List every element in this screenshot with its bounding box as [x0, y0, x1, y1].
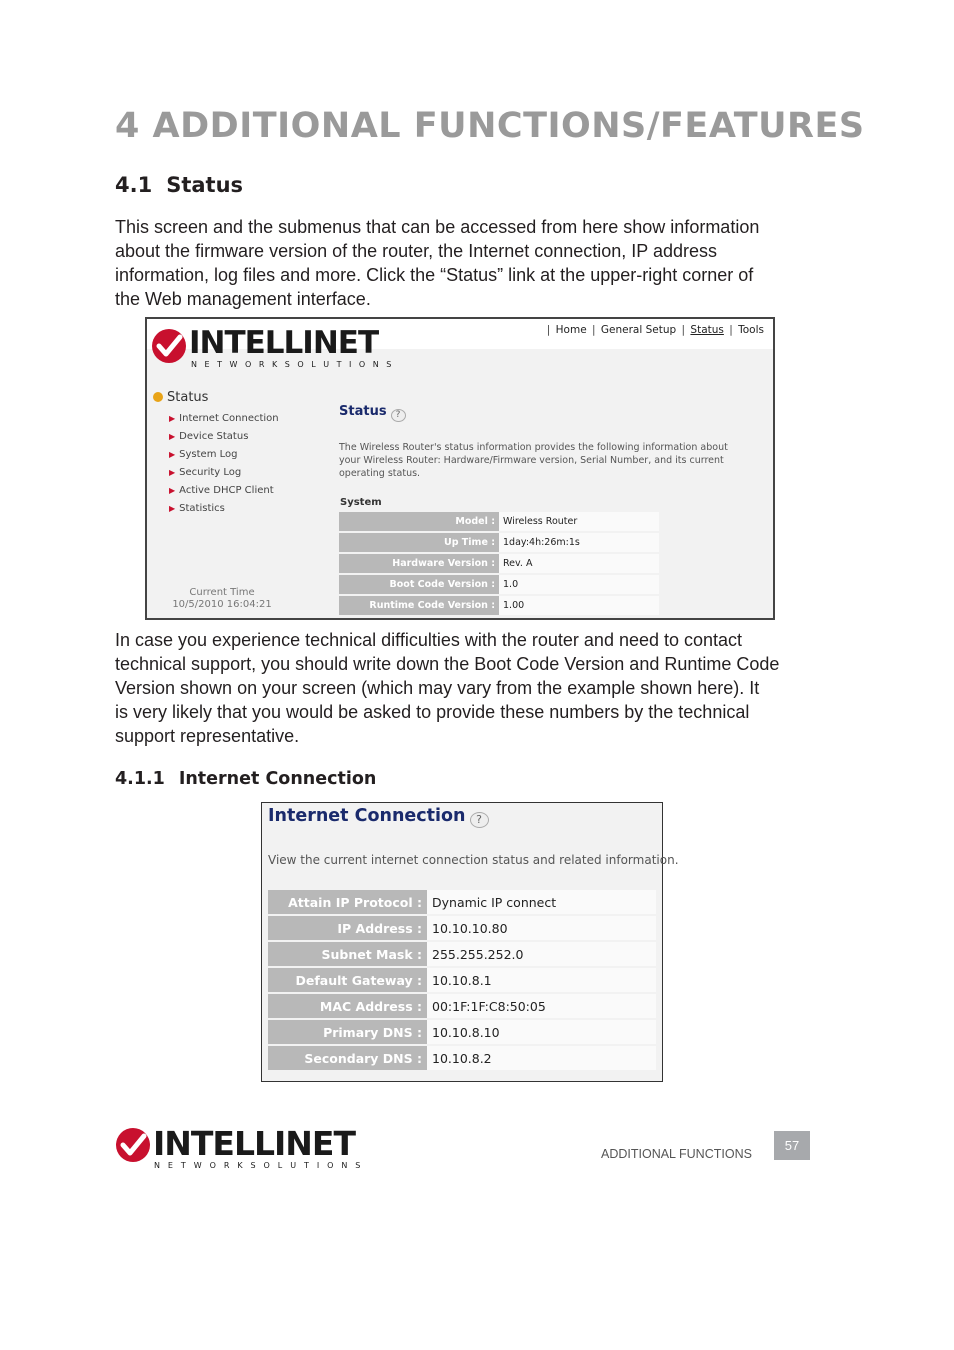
- sidebar-title-label: Status: [167, 390, 209, 405]
- logo-wordmark: INTELLINET: [189, 325, 379, 361]
- sidebar-item-active-dhcp-client[interactable]: [169, 482, 279, 500]
- table-row: [268, 916, 656, 940]
- sidebar-item-label: Security Log: [179, 467, 242, 478]
- table-row: [339, 554, 659, 573]
- paragraph-intro: [115, 215, 815, 311]
- current-time: [172, 587, 272, 611]
- row-label: Default Gateway :: [268, 968, 427, 992]
- status-screenshot: [145, 317, 775, 620]
- row-value: Dynamic IP connect: [427, 890, 656, 914]
- checkmark-logo-icon: [151, 328, 187, 364]
- system-section-label: System: [340, 497, 382, 508]
- triangle-right-icon: ▶: [169, 486, 176, 495]
- status-bullet-icon: [153, 392, 163, 402]
- paragraph-support: [115, 628, 815, 748]
- internet-title-text: Internet Connection: [268, 806, 466, 826]
- table-row: [268, 994, 656, 1018]
- paragraph-line: the Web management interface.: [115, 289, 371, 309]
- nav-home-link[interactable]: Home: [555, 324, 587, 336]
- nav-status-link[interactable]: Status: [690, 324, 724, 336]
- row-label: Boot Code Version :: [339, 575, 499, 594]
- sidebar-item-label: Device Status: [179, 431, 249, 442]
- logo-tagline: N E T W O R K S O L U T I O N S: [191, 360, 394, 369]
- table-row: [268, 890, 656, 914]
- sidebar-menu: [169, 410, 279, 518]
- row-value: Wireless Router: [499, 512, 659, 531]
- sidebar-item-label: Active DHCP Client: [179, 485, 274, 496]
- paragraph-line: about the firmware version of the router, the Internet connection, IP address: [115, 241, 718, 261]
- section-title: Status: [166, 173, 244, 197]
- footer-section-label: ADDITIONAL FUNCTIONS: [601, 1147, 752, 1161]
- section-heading: [115, 173, 243, 197]
- table-row: [339, 512, 659, 531]
- table-row: [339, 533, 659, 552]
- internet-connection-description: View the current internet connection status and related information.: [268, 853, 679, 867]
- row-label: Primary DNS :: [268, 1020, 427, 1044]
- status-title-text: Status: [339, 404, 387, 419]
- sidebar-item-statistics[interactable]: [169, 500, 279, 518]
- table-row: [268, 942, 656, 966]
- system-info-table: [339, 510, 659, 617]
- row-label: Up Time :: [339, 533, 499, 552]
- internet-connection-table: [268, 888, 656, 1072]
- current-time-label: Current Time: [189, 587, 255, 598]
- row-label: Hardware Version :: [339, 554, 499, 573]
- row-value: 10.10.8.2: [427, 1046, 656, 1070]
- triangle-right-icon: ▶: [169, 414, 176, 423]
- paragraph-line: In case you experience technical difficulties with the router and need to contact: [115, 630, 743, 650]
- sidebar-item-label: Statistics: [179, 503, 225, 514]
- row-label: Subnet Mask :: [268, 942, 427, 966]
- table-row: [339, 596, 659, 615]
- nav-tools-link[interactable]: Tools: [738, 324, 764, 336]
- table-row: [268, 1020, 656, 1044]
- table-row: [339, 575, 659, 594]
- footer-logo-tagline: N E T W O R K S O L U T I O N S: [154, 1161, 364, 1170]
- triangle-right-icon: ▶: [169, 450, 176, 459]
- paragraph-line: This screen and the submenus that can be accessed from here show information: [115, 217, 760, 237]
- row-value: 1day:4h:26m:1s: [499, 533, 659, 552]
- sidebar-title[interactable]: [153, 390, 208, 405]
- subsection-heading: [115, 769, 376, 789]
- triangle-right-icon: ▶: [169, 504, 176, 513]
- help-icon[interactable]: ?: [391, 409, 406, 422]
- nav-general-setup-link[interactable]: General Setup: [600, 324, 677, 336]
- row-value: 1.00: [499, 596, 659, 615]
- paragraph-line: support representative.: [115, 726, 300, 746]
- row-label: IP Address :: [268, 916, 427, 940]
- row-label: Attain IP Protocol :: [268, 890, 427, 914]
- sidebar-item-label: System Log: [179, 449, 238, 460]
- row-value: 10.10.8.1: [427, 968, 656, 992]
- row-value: 255.255.252.0: [427, 942, 656, 966]
- internet-connection-title: [268, 806, 489, 828]
- paragraph-line: technical support, you should write down the Boot Code Version and Runtime Code: [115, 654, 780, 674]
- internet-connection-screenshot: [261, 802, 679, 1082]
- triangle-right-icon: ▶: [169, 468, 176, 477]
- top-nav: | Home | General Setup | Status | Tools: [546, 324, 764, 336]
- row-value: 00:1F:1F:C8:50:05: [427, 994, 656, 1018]
- row-label: Secondary DNS :: [268, 1046, 427, 1070]
- footer-logo-wordmark: INTELLINET: [153, 1124, 355, 1163]
- row-label: MAC Address :: [268, 994, 427, 1018]
- sidebar-item-internet-connection[interactable]: [169, 410, 279, 428]
- chapter-title: 4 ADDITIONAL FUNCTIONS/FEATURES: [115, 106, 865, 146]
- row-value: 10.10.10.80: [427, 916, 656, 940]
- table-row: [268, 968, 656, 992]
- triangle-right-icon: ▶: [169, 432, 176, 441]
- table-row: [268, 1046, 656, 1070]
- paragraph-line: information, log files and more. Click the “Status” link at the upper-right corner of: [115, 265, 754, 285]
- subsection-title: Internet Connection: [178, 769, 377, 789]
- help-icon[interactable]: ?: [470, 812, 489, 828]
- current-time-value: 10/5/2010 16:04:21: [172, 599, 272, 610]
- section-number: 4.1: [115, 173, 153, 197]
- paragraph-line: Version shown on your screen (which may vary from the example shown here). It: [115, 678, 760, 698]
- row-label: Model :: [339, 512, 499, 531]
- sidebar-item-label: Internet Connection: [179, 413, 279, 424]
- paragraph-line: is very likely that you would be asked to provide these numbers by the technical: [115, 702, 750, 722]
- row-value: 1.0: [499, 575, 659, 594]
- status-description: The Wireless Router's status information provides the following information about your Wireless Router: Hardware/Firmware version, Serial Number, and its current operating status.: [339, 442, 728, 479]
- sidebar-item-security-log[interactable]: [169, 464, 279, 482]
- subsection-number: 4.1.1: [115, 769, 165, 789]
- row-label: Runtime Code Version :: [339, 596, 499, 615]
- sidebar-item-device-status[interactable]: [169, 428, 279, 446]
- checkmark-logo-icon: [115, 1127, 151, 1163]
- sidebar-item-system-log[interactable]: [169, 446, 279, 464]
- row-value: Rev. A: [499, 554, 659, 573]
- status-page-title: [339, 404, 406, 422]
- page-number: 57: [774, 1131, 810, 1160]
- row-value: 10.10.8.10: [427, 1020, 656, 1044]
